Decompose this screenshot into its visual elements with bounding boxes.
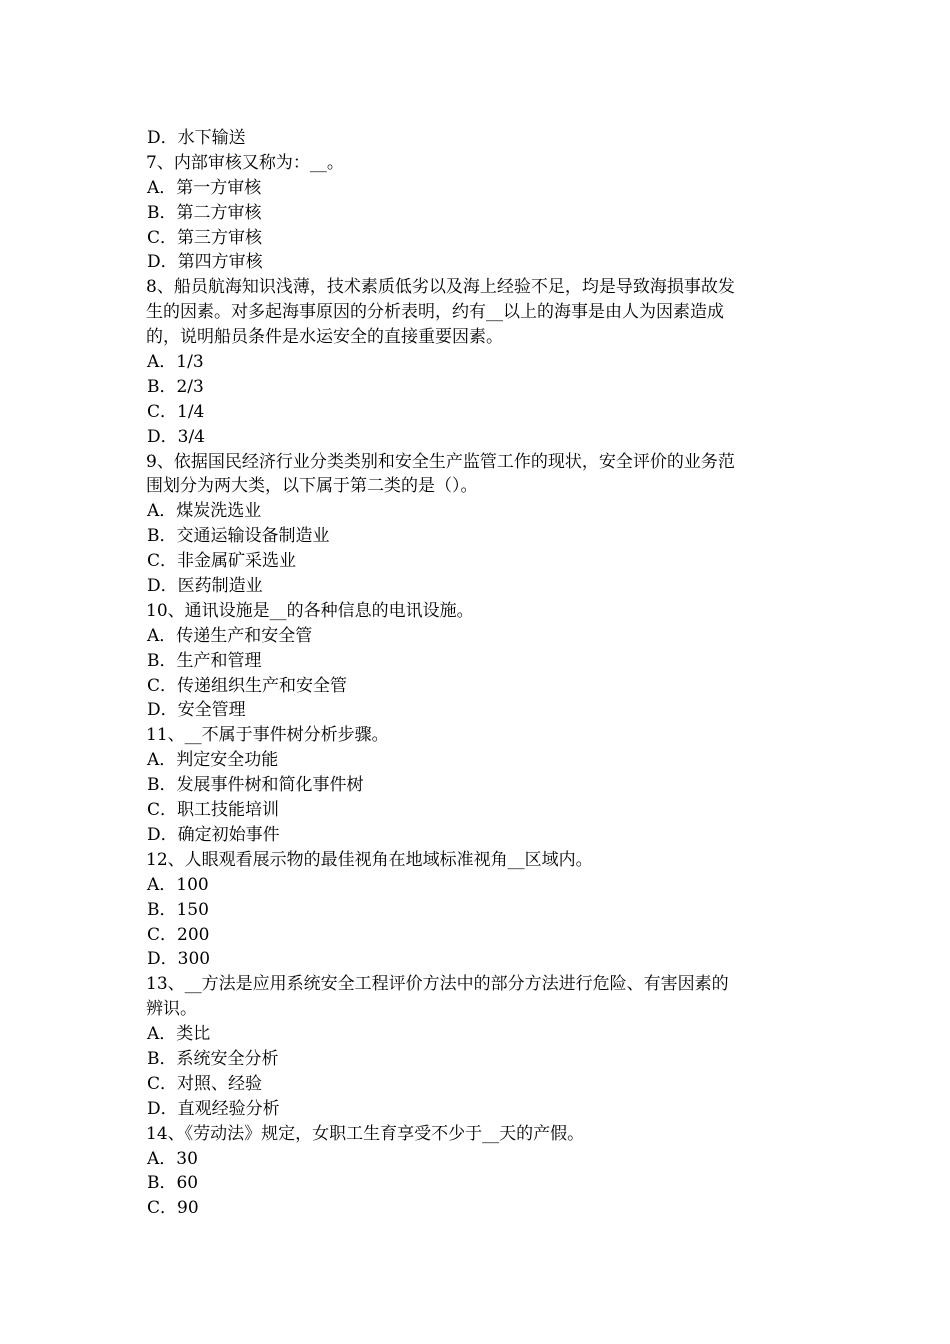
answer-option: C．职工技能培训 <box>147 800 280 821</box>
answer-option: C．对照、经验 <box>147 1073 263 1094</box>
question-text: 辨识。 <box>146 999 197 1020</box>
answer-option: C．第三方审核 <box>147 227 263 248</box>
answer-option: B．发展事件树和简化事件树 <box>147 775 364 796</box>
answer-option: A．煤炭洗选业 <box>147 501 262 522</box>
answer-option: A．类比 <box>147 1024 211 1045</box>
answer-option: D．安全管理 <box>147 700 246 721</box>
answer-option: C．1/4 <box>147 401 205 422</box>
answer-option: B．第二方审核 <box>147 202 262 223</box>
question-text: 8、船员航海知识浅薄，技术素质低劣以及海上经验不足，均是导致海损事故发 <box>146 277 735 298</box>
answer-option: D．第四方审核 <box>147 252 263 273</box>
answer-option: A．第一方审核 <box>147 177 262 198</box>
answer-option: A．100 <box>147 874 209 895</box>
answer-option: B．2/3 <box>147 376 204 397</box>
question-text: 围划分为两大类，以下属于第二类的是（）。 <box>146 476 478 497</box>
answer-option: B．交通运输设备制造业 <box>147 526 330 547</box>
question-text: 13、__方法是应用系统安全工程评价方法中的部分方法进行危险、有害因素的 <box>146 974 729 995</box>
answer-option: A．传递生产和安全管 <box>147 625 313 646</box>
answer-option: A．判定安全功能 <box>147 750 279 771</box>
answer-option: B．60 <box>147 1173 199 1194</box>
answer-option: D．直观经验分析 <box>147 1098 280 1119</box>
answer-option: D．医药制造业 <box>147 576 263 597</box>
question-text: 7、内部审核又称为：__。 <box>146 152 344 173</box>
answer-option: C．非金属矿采选业 <box>147 551 297 572</box>
question-text: 的，说明船员条件是水运安全的直接重要因素。 <box>146 327 503 348</box>
question-text: 10、通讯设施是__的各种信息的电讯设施。 <box>146 600 474 621</box>
answer-option: D．水下输送 <box>147 128 246 148</box>
question-text: 12、人眼观看展示物的最佳视角在地域标准视角__区域内。 <box>146 849 593 870</box>
answer-option: C．传递组织生产和安全管 <box>147 675 348 696</box>
question-text: 14、《劳动法》规定，女职工生育享受不少于__天的产假。 <box>146 1123 585 1144</box>
answer-option: B．生产和管理 <box>147 650 262 671</box>
answer-option: C．200 <box>147 924 210 945</box>
answer-option: C．90 <box>147 1198 199 1219</box>
question-text: 9、依据国民经济行业分类类别和安全生产监管工作的现状，安全评价的业务范 <box>146 451 735 472</box>
answer-option: D．300 <box>147 949 211 970</box>
answer-option: D．3/4 <box>147 426 205 447</box>
exam-question-list <box>146 126 810 1221</box>
question-text: 11、__不属于事件树分析步骤。 <box>146 725 389 746</box>
answer-option: D．确定初始事件 <box>147 824 280 845</box>
answer-option: A．1/3 <box>147 352 204 373</box>
question-text: 生的因素。对多起海事原因的分析表明，约有__以上的海事是由人为因素造成 <box>146 302 724 323</box>
answer-option: A．30 <box>147 1148 198 1169</box>
answer-option: B．系统安全分析 <box>147 1048 279 1069</box>
answer-option: B．150 <box>147 899 209 920</box>
